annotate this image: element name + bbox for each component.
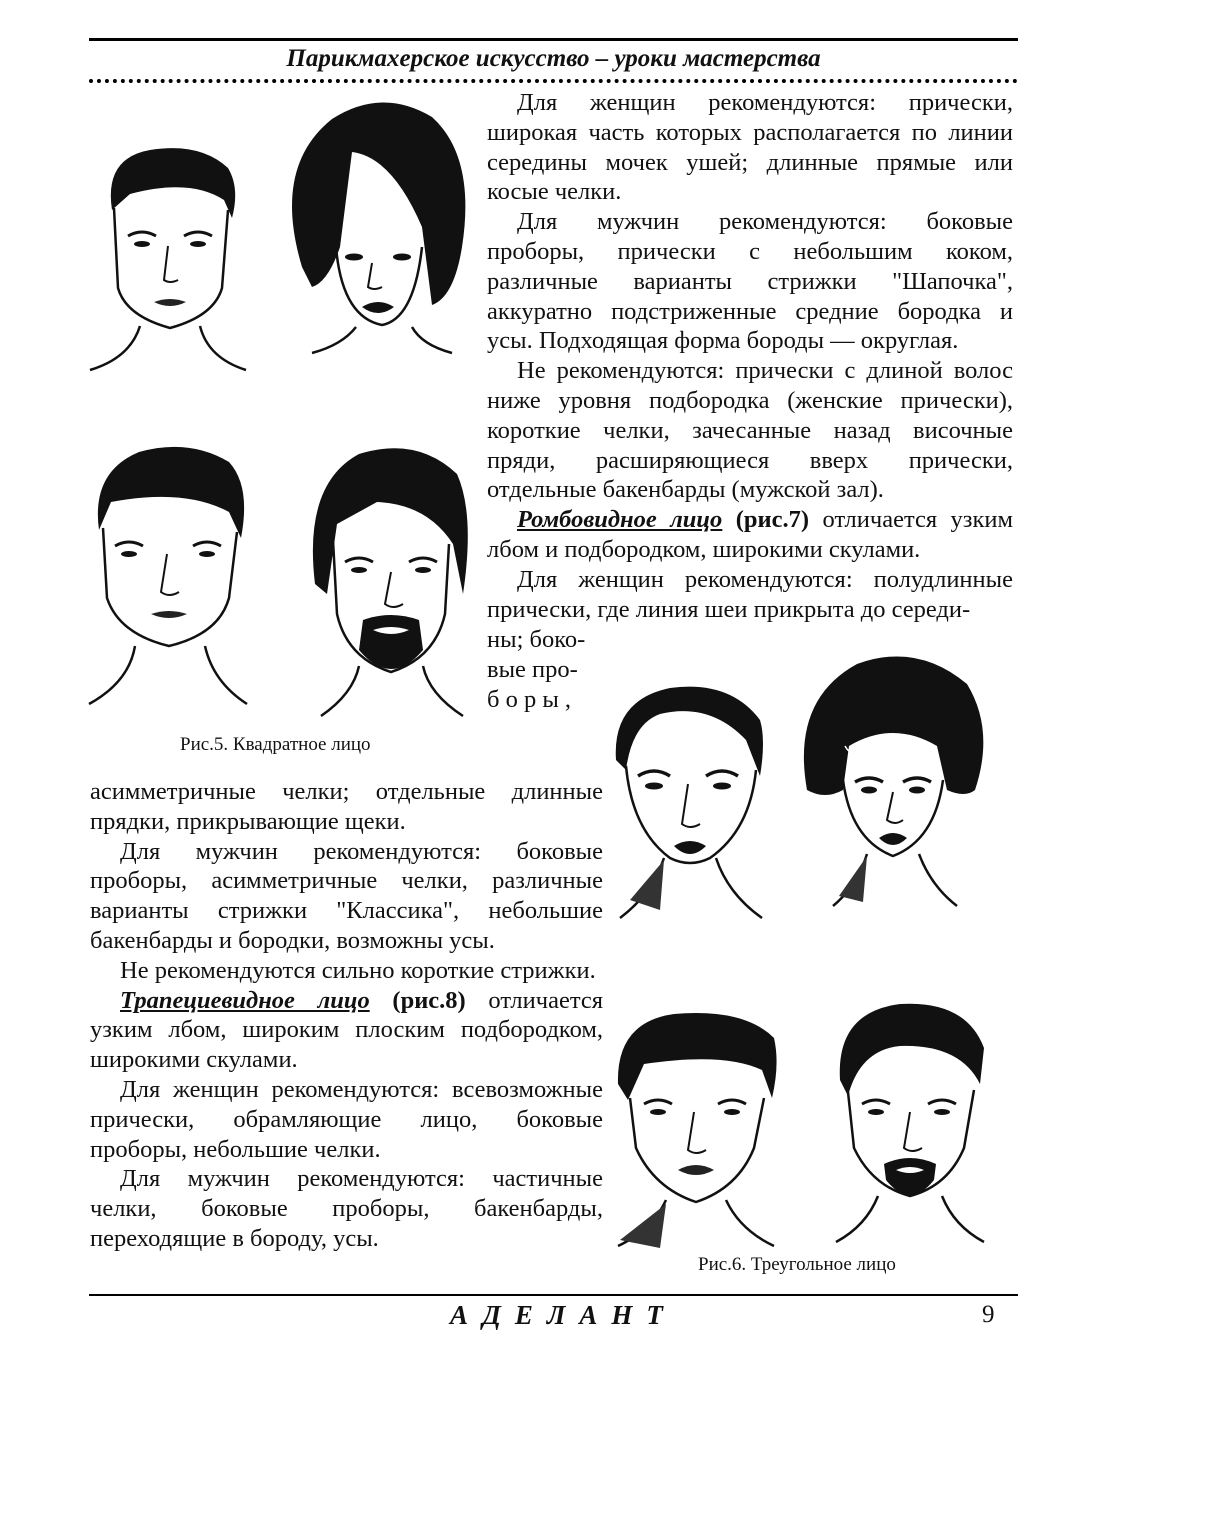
text-line: б о р ы , — [487, 685, 572, 713]
figure-reference: (рис.7) — [735, 506, 810, 534]
section-heading: Ромбовидное лицо — [517, 506, 723, 534]
running-header: Парикмахерское искусство – уроки мастерства — [286, 45, 821, 72]
paragraph: Не рекомендуются: прически с длиной волос ниже уровня подбородка (женские прически), короткие челки, зачесанные назад височные пряди, расширяющиеся вверх прически, отдельные бакенбарды (мужской зал). — [487, 357, 1013, 504]
figure-reference: (рис.8) — [392, 986, 466, 1014]
figure-caption: Рис.6. Треугольное лицо — [698, 1254, 896, 1275]
illustration-triangle-face-woman-bowl-bob — [797, 650, 989, 906]
paragraph-text: отличается узким лбом, широким плоским подбородком, широкими скулами. — [90, 986, 603, 1074]
dotted-divider — [89, 79, 1018, 83]
section-heading: Трапециевидное лицо — [120, 986, 370, 1014]
illustration-triangle-face-man-flat-top — [614, 1008, 780, 1248]
paragraph: асимметричные челки; отдельные длинные прядки, прикрывающие щеки. — [90, 778, 603, 835]
figure-caption: Рис.5. Квадратное лицо — [180, 734, 371, 755]
text-column-right — [487, 88, 1013, 624]
paragraph-trapeze-face — [90, 986, 603, 1075]
illustration-square-face-woman-bob — [272, 97, 470, 353]
text-column-left — [90, 777, 603, 1254]
paragraph: Для женщин рекомендуются: прически, широкая часть которых располагается по линии середины мочек ушей; длинные прямые или косые челки. — [487, 89, 1013, 206]
paragraph-text: отличается узким лбом и подбородком, широкими скулами. — [487, 506, 1013, 563]
paragraph: Для мужчин рекомендуются: боковые проборы, прически с небольшим коком, различные варианты стрижки "Шапочка", аккуратно подстриженные средние бородка и усы. Подходящая форма бороды — округлая. — [487, 208, 1013, 355]
illustration-square-face-man-beard — [307, 444, 469, 724]
text-line: ны; боко- — [487, 626, 586, 653]
text-line: вые про- — [487, 655, 578, 683]
footer-rule — [89, 1294, 1018, 1296]
paragraph: Не рекомендуются сильно короткие стрижки. — [120, 956, 596, 984]
illustration-square-face-man-wavy-hair — [89, 442, 249, 708]
page-number: 9 — [982, 1301, 995, 1328]
header-rule — [89, 38, 1018, 41]
text-column-narrow — [487, 625, 603, 714]
paragraph: Для женщин рекомендуются: всевозможные прически, обрамляющие лицо, боковые проборы, небольшие челки. — [90, 1075, 603, 1163]
illustration-square-face-man-short-hair — [90, 138, 250, 378]
paragraph: Для мужчин рекомендуются: частичные челки, боковые проборы, бакенбарды, переходящие в бороду, усы. — [90, 1165, 603, 1252]
illustration-triangle-face-woman-slicked — [610, 680, 770, 918]
paragraph: Для мужчин рекомендуются: боковые проборы, асимметричные челки, различные варианты стрижки "Классика", небольшие бакенбарды и бородки, возможны усы. — [90, 837, 603, 954]
footer-brand: АДЕЛАНТ — [450, 1300, 677, 1330]
illustration-triangle-face-man-goatee — [830, 1000, 988, 1248]
paragraph: Для женщин рекомендуются: полудлинные прически, где линия шеи прикрыта до середи- — [487, 565, 1013, 623]
paragraph-rhomb-face — [487, 505, 1013, 565]
